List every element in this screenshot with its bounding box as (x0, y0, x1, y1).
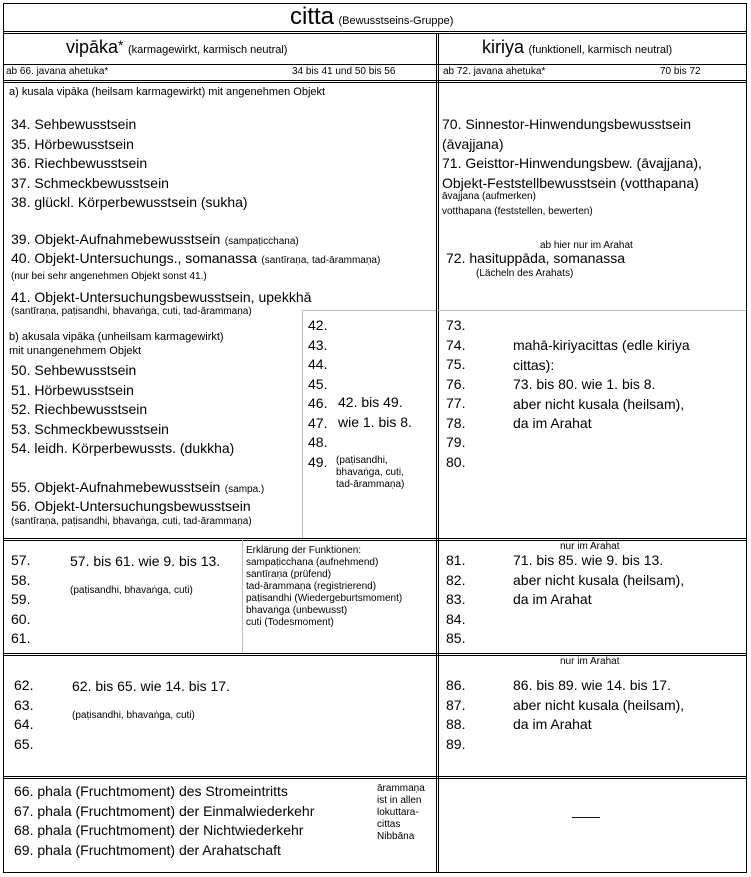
list-item: 38. glückl. Körperbewusstsein (sukha) (11, 194, 248, 210)
desc-line: 86. bis 89. wie 14. bis 17. (513, 677, 671, 693)
desc-line: cittas): (513, 356, 555, 373)
title-main: citta (290, 3, 335, 30)
list-item: 37. Schmeckbewusstsein (11, 174, 169, 191)
left-sub-b: 34 bis 41 und 50 bis 56 (292, 66, 396, 77)
list-item: 62. (14, 677, 34, 693)
list-item: 74. (446, 336, 466, 353)
sec2-desc: 57. bis 61. wie 9. bis 13. (70, 553, 221, 569)
list-item: 84. (446, 610, 466, 627)
list-item: 71. Geisttor-Hinwendungsbew. (āvajjana), (442, 155, 702, 171)
mid-num-list (308, 316, 327, 472)
note-line: Nibbāna (377, 831, 415, 842)
title-sub: (Bewusstseins-Gruppe) (338, 15, 454, 27)
mid-note-line: (paṭisandhi, (336, 455, 388, 466)
sec2-nums (11, 551, 30, 649)
item-56-note: (santīraṇa, paṭisandhi, bhavaṅga, cuti, tad-ārammaṇa) (11, 516, 252, 527)
list-item: (āvajjana) (442, 135, 504, 152)
list-item: 60. (11, 610, 31, 627)
desc-line: da im Arahat (513, 415, 592, 431)
note-line: ārammaṇa (377, 783, 425, 794)
list-item: 50. Sehbewusstsein (11, 362, 137, 378)
sec3-right-nums (446, 676, 465, 754)
list-item: 89. (446, 735, 466, 752)
note-line: cittas (377, 819, 401, 830)
list-item: 46. (308, 395, 328, 411)
list-item: 78. (446, 414, 466, 431)
list-item: 65. (14, 735, 34, 752)
item-41: 41. Objekt-Untersuchungsbewusstsein, upekkhā (11, 289, 312, 305)
right-sub-a: ab 72. javana ahetuka* (443, 66, 546, 77)
list-item: 77. (446, 395, 466, 411)
left-header (66, 37, 287, 58)
item-39-text: 39. Objekt-Aufnahmebewusstsein (11, 231, 221, 247)
list-item: 88. (446, 716, 466, 732)
list-item: 51. Hörbewusstsein (11, 381, 134, 398)
sec2-arahat: nur im Arahat (560, 541, 620, 552)
sec3-arahat: nur im Arahat (560, 656, 620, 667)
desc-line: 73. bis 80. wie 1. bis 8. (513, 376, 656, 392)
list-item: 66. phala (Fruchtmoment) des Stromeintritts (14, 783, 288, 799)
sec3-desc: 62. bis 65. wie 14. bis 17. (72, 678, 230, 694)
item-56: 56. Objekt-Untersuchungsbewusstsein (11, 498, 251, 514)
list-item: 70. Sinnestor-Hinwendungsbewusstsein (442, 116, 692, 132)
kusala-list (11, 115, 248, 213)
item-72: 72. hasituppāda, somanassa (446, 250, 626, 266)
list-item: 63. (14, 696, 34, 713)
list-item: 80. (446, 453, 466, 470)
kiriya-note-2: votthapana (feststellen, bewerten) (442, 206, 593, 217)
list-item: 86. (446, 677, 466, 693)
item-39 (11, 231, 299, 249)
list-item: 52. Riechbewusstsein (11, 401, 148, 417)
function-legend (246, 545, 402, 629)
legend-line: santīraṇa (prüfend) (246, 569, 332, 580)
kusala-heading: a) kusala vipāka (heilsam karmagewirkt) mit angenehmen Objekt (9, 86, 326, 98)
legend-line: cuti (Todesmoment) (246, 617, 334, 628)
list-item: 67. phala (Fruchtmoment) der Einmalwiederkehr (14, 802, 315, 819)
sec2-note: (paṭisandhi, bhavaṅga, cuti) (70, 585, 193, 596)
left-sub-a: ab 66. javana ahetuka* (6, 66, 109, 77)
item-39-note: (sampaṭicchana) (224, 236, 299, 247)
desc-line: da im Arahat (513, 591, 592, 607)
list-item: 76. (446, 375, 466, 392)
list-item: 48. (308, 434, 328, 450)
lokuttara-note (377, 783, 425, 843)
list-item: 83. (446, 591, 466, 607)
empty-dash: —— (572, 808, 600, 824)
list-item: 58. (11, 571, 31, 588)
list-item: 82. (446, 571, 466, 588)
item-40 (11, 250, 380, 268)
list-item: 69. phala (Fruchtmoment) der Arahatschaft (14, 841, 281, 858)
item-40-note: (santīraṇa, tad-ārammaṇa) (261, 255, 381, 266)
sec3-note: (paṭisandhi, bhavaṅga, cuti) (72, 710, 195, 721)
phala-list (14, 782, 314, 860)
list-item: 49. (308, 453, 328, 470)
item-41-note: (santīraṇa, paṭisandhi, bhavaṅga, cuti, tad-ārammaṇa) (11, 306, 252, 317)
list-item: 35. Hörbewusstsein (11, 135, 134, 152)
list-item: 36. Riechbewusstsein (11, 155, 148, 171)
right-header-main: kiriya (482, 37, 525, 57)
list-item: 81. (446, 552, 466, 568)
item-40-text: 40. Objekt-Untersuchungs., somanassa (11, 250, 257, 266)
left-header-main: vipāka (66, 37, 119, 57)
arahat-label: ab hier nur im Arahat (540, 240, 633, 251)
legend-line: bhavaṅga (unbewusst) (246, 605, 348, 616)
list-item: 53. Schmeckbewusstsein (11, 420, 169, 437)
desc-line: mahā-kiriyacittas (edle kiriya (513, 337, 690, 353)
left-header-sub: (karmagewirkt, karmisch neutral) (127, 44, 288, 56)
page-title (290, 4, 453, 30)
legend-title: Erklärung der Funktionen: (246, 545, 362, 556)
legend-line: paṭisandhi (Wiedergeburtsmoment) (246, 593, 403, 604)
list-item: 42. (308, 317, 328, 333)
list-item: 61. (11, 630, 31, 646)
mid-note-line: bhavaṅga, cuti, (336, 467, 404, 478)
sec3-right-desc (513, 676, 684, 735)
item-55-note: (sampa.) (224, 484, 265, 495)
item-40-sub: (nur bei sehr angenehmen Objekt sonst 41.) (11, 271, 207, 282)
list-item: 87. (446, 696, 466, 713)
legend-line: tad-ārammaṇa (registrierend) (246, 581, 377, 592)
item-55-text: 55. Objekt-Aufnahmebewusstsein (11, 479, 221, 495)
desc-line: aber nicht kusala (heilsam), (513, 395, 685, 412)
desc-line: aber nicht kusala (heilsam), (513, 696, 685, 713)
sec2-right-desc (513, 551, 684, 610)
list-item: 44. (308, 356, 328, 372)
mid-note (336, 455, 404, 491)
akusala-heading-1: b) akusala vipāka (unheilsam karmagewirkt) (9, 331, 224, 343)
desc-line: da im Arahat (513, 716, 592, 732)
desc-line: 71. bis 85. wie 9. bis 13. (513, 552, 664, 568)
list-item: 57. (11, 552, 31, 568)
list-item: 45. (308, 375, 328, 392)
kiriya-num-list (446, 316, 465, 472)
list-item: 64. (14, 716, 34, 732)
note-line: ist in allen (377, 795, 422, 806)
mid-range: 42. bis 49. (338, 394, 403, 410)
desc-line: aber nicht kusala (heilsam), (513, 571, 685, 588)
right-header (482, 37, 672, 58)
mid-same: wie 1. bis 8. (338, 414, 412, 430)
kiriya-desc (513, 336, 690, 434)
list-item: 85. (446, 630, 466, 646)
list-item: 54. leidh. Körperbewussts. (dukkha) (11, 440, 235, 456)
akusala-list (11, 361, 234, 459)
list-item: 43. (308, 336, 328, 353)
item-55 (11, 479, 264, 497)
legend-line: sampaṭicchana (aufnehmend) (246, 557, 379, 568)
list-item: 47. (308, 414, 328, 431)
kiriya-note-1: āvajjana (aufmerken) (442, 191, 536, 202)
mid-note-line: tad-ārammaṇa) (336, 479, 405, 490)
list-item: 73. (446, 317, 466, 333)
left-header-star: * (118, 37, 124, 53)
item-72-note: (Lächeln des Arahats) (476, 268, 574, 279)
list-item: 34. Sehbewusstsein (11, 116, 137, 132)
list-item: 75. (446, 356, 466, 372)
sec2-right-nums (446, 551, 465, 649)
note-line: lokuttara- (377, 807, 419, 818)
akusala-heading-2: mit unangenehmem Objekt (9, 345, 142, 357)
sec3-nums (14, 676, 33, 754)
list-item: 68. phala (Fruchtmoment) der Nichtwiederkehr (14, 822, 304, 838)
list-item: Objekt-Feststellbewusstsein (votthapana) (442, 174, 699, 191)
right-sub-b: 70 bis 72 (660, 66, 701, 77)
list-item: 79. (446, 434, 466, 450)
kiriya-top (442, 115, 702, 193)
list-item: 59. (11, 591, 31, 607)
right-header-sub: (funktionell, karmisch neutral) (528, 44, 673, 56)
